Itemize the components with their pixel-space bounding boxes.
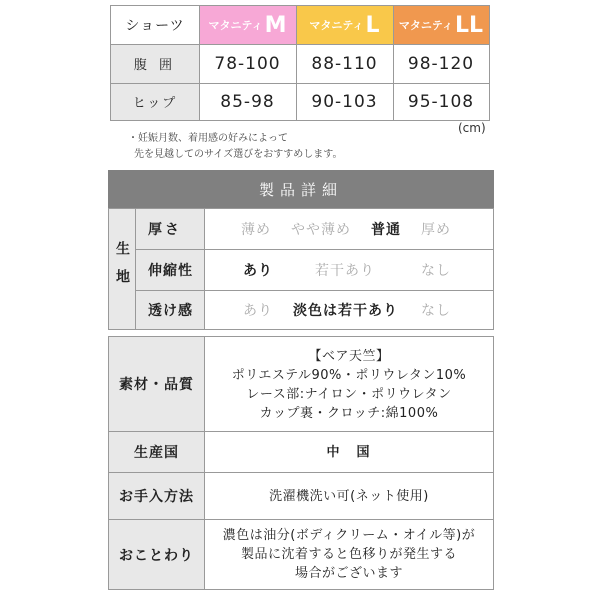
spec-notice-value [205, 520, 493, 589]
care-value: 洗濯機洗い可(ネット使用) [269, 488, 429, 504]
unit-label: (cm) [458, 121, 486, 135]
row-label-hip [111, 83, 199, 120]
thickness-option-thick: 厚め [421, 222, 451, 238]
hip-m [199, 83, 296, 120]
stretch-label: 伸縮性 [148, 263, 193, 279]
waist-ll [393, 44, 489, 83]
spec-material-value [205, 343, 493, 427]
waist-m-value: 78-100 [214, 53, 281, 74]
notice-line: 場合がございます [294, 566, 403, 581]
size-prefix-ll: マタニティ [398, 19, 454, 32]
waist-ll-value: 98-120 [407, 53, 475, 74]
spec-country-value [205, 432, 493, 472]
hip-l [296, 83, 393, 120]
grid-line [111, 83, 489, 84]
hip-m-value: 85-98 [220, 91, 275, 112]
fabric-row-thickness [205, 209, 493, 249]
fabric-row-sheer [205, 291, 493, 329]
thickness-option-thin: 薄め [241, 222, 271, 238]
sheer-option-yes: あり [243, 303, 273, 319]
fabric-label: 生地 [114, 241, 130, 297]
fabric-label-cell [109, 209, 135, 329]
fabric-table [108, 208, 494, 330]
sheer-label: 透け感 [148, 303, 193, 319]
notice-line: 濃色は油分(ボディクリーム・オイル等)が [222, 528, 476, 543]
material-line: 【ベア天竺】 [308, 349, 390, 364]
material-line: カップ裏・クロッチ:綿100% [259, 406, 439, 421]
corner-label: ショーツ [125, 18, 185, 34]
stretch-option-yes: あり [243, 263, 273, 279]
grid-line [111, 44, 489, 45]
size-note-line2: 先を見越してのサイズ選びをおすすめします。 [134, 149, 343, 160]
thickness-option-normal: 普通 [371, 222, 401, 238]
size-header-corner [111, 6, 199, 44]
spec-care-label-cell [109, 473, 204, 519]
waist-label: 腹 囲 [133, 58, 177, 73]
hip-ll-value: 95-108 [407, 91, 475, 112]
material-label: 素材・品質 [119, 377, 194, 393]
hip-label: ヒップ [132, 96, 178, 111]
stretch-option-slight: 若干あり [315, 263, 375, 279]
size-prefix-m: マタニティ [208, 19, 263, 32]
fabric-row-thickness-label-cell [136, 209, 204, 249]
care-label: お手入方法 [119, 489, 194, 505]
waist-l-value: 88-110 [311, 53, 378, 74]
size-header-m [199, 6, 296, 44]
spec-table [108, 336, 494, 590]
hip-l-value: 90-103 [311, 91, 378, 112]
grid-line [393, 6, 394, 120]
thickness-label: 厚さ [148, 222, 182, 238]
row-label-waist [111, 44, 199, 83]
size-label-l: L [365, 12, 380, 38]
spec-notice-label-cell [109, 520, 204, 589]
waist-m [199, 44, 296, 83]
material-line: レース部:ナイロン・ポリウレタン [246, 387, 452, 402]
waist-l [296, 44, 393, 83]
grid-line [296, 6, 297, 120]
sheer-option-none: なし [421, 303, 451, 319]
notice-label: おことわり [119, 547, 194, 564]
size-note-line1: ・妊娠月数、着用感の好みによって [128, 133, 288, 144]
notice-line: 製品に沈着すると色移りが発生する [240, 547, 457, 562]
stretch-option-none: なし [421, 263, 451, 279]
thickness-option-slightly-thin: やや薄め [291, 222, 351, 238]
country-value: 中 国 [326, 444, 372, 460]
fabric-row-sheer-label-cell [136, 291, 204, 329]
sheer-option-slight-light: 淡色は若干あり [293, 303, 398, 319]
size-label-m: M [264, 12, 287, 38]
size-header-ll [393, 6, 489, 44]
size-prefix-l: マタニティ [309, 19, 364, 32]
size-label-ll: LL [455, 12, 484, 38]
hip-ll [393, 83, 489, 120]
product-detail-title: 製品詳細 [108, 170, 494, 208]
size-table [110, 5, 490, 121]
spec-care-value [205, 473, 493, 519]
fabric-row-stretch-label-cell [136, 250, 204, 290]
fabric-row-stretch [205, 250, 493, 290]
size-header-l [296, 6, 393, 44]
grid-line [199, 6, 200, 120]
spec-material-label-cell [109, 337, 204, 431]
spec-country-label-cell [109, 432, 204, 472]
material-line: ポリエステル90%・ポリウレタン10% [231, 368, 467, 383]
country-label: 生産国 [134, 445, 179, 461]
